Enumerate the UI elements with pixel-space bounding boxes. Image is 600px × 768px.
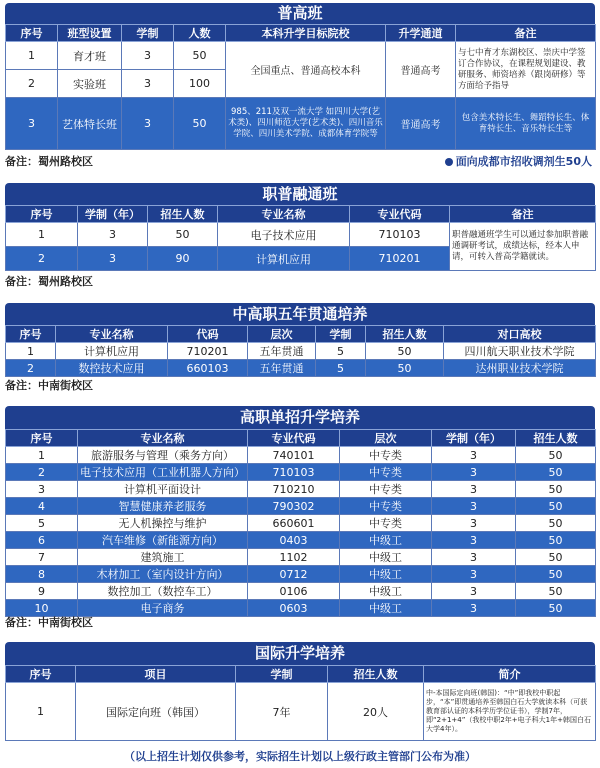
cell-years: 3 bbox=[122, 70, 174, 98]
table-row bbox=[6, 498, 596, 515]
cell-code: 0403 bbox=[248, 532, 340, 549]
cell-major: 数控加工（数控车工） bbox=[78, 583, 248, 600]
section-wunian bbox=[5, 303, 595, 377]
cell-years: 3 bbox=[432, 532, 516, 549]
cell-college: 达州职业技术学院 bbox=[444, 360, 596, 377]
cell-level: 中专类 bbox=[340, 481, 432, 498]
cell-years: 3 bbox=[122, 42, 174, 70]
col-header: 层次 bbox=[248, 326, 316, 343]
cell-level: 中级工 bbox=[340, 566, 432, 583]
cell-major: 汽车维修（新能源方向） bbox=[78, 532, 248, 549]
table-row bbox=[6, 515, 596, 532]
cell-no: 5 bbox=[6, 515, 78, 532]
table-row bbox=[6, 360, 596, 377]
col-header: 简介 bbox=[424, 666, 596, 683]
cell-code: 790302 bbox=[248, 498, 340, 515]
col-header: 备注 bbox=[450, 206, 596, 223]
cell-years: 3 bbox=[432, 515, 516, 532]
cell-count: 50 bbox=[516, 481, 596, 498]
col-header: 专业代码 bbox=[350, 206, 450, 223]
section-title: 高职单招升学培养 bbox=[5, 406, 595, 429]
col-header: 升学通道 bbox=[386, 25, 456, 42]
table-row bbox=[6, 532, 596, 549]
cell-level: 五年贯通 bbox=[248, 343, 316, 360]
cell-no: 2 bbox=[6, 247, 78, 271]
col-header: 序号 bbox=[6, 206, 78, 223]
section-guoji bbox=[5, 642, 595, 741]
cell-target: 985、211及双一流大学 如四川大学(艺术类)、四川师范大学(艺术类)、四川音乐学院、四川美术学院、成都体育学院等 bbox=[226, 98, 386, 150]
table-row bbox=[6, 447, 596, 464]
cell-no: 3 bbox=[6, 98, 58, 150]
bullet-icon bbox=[445, 158, 453, 166]
cell-type: 实验班 bbox=[58, 70, 122, 98]
table-row bbox=[6, 549, 596, 566]
cell-count: 50 bbox=[174, 42, 226, 70]
section-title: 普高班 bbox=[5, 3, 595, 24]
cell-years: 5 bbox=[316, 360, 366, 377]
cell-remark: 包含美术特长生、舞蹈特长生、体育特长生、音乐特长生等 bbox=[456, 98, 596, 150]
cell-years: 3 bbox=[432, 464, 516, 481]
cell-no: 3 bbox=[6, 481, 78, 498]
cell-count: 50 bbox=[516, 566, 596, 583]
cell-intro: 中-本国际定向班(韩国)：“中”即我校中职起步，“本”即贯通培养至韩国白石大学就读本科（可获教育部认证的本科学历学位证书），学制7年，即“2+1+4”（我校中职2年+电子科大1年+韩国白石大学4年）。 bbox=[424, 683, 596, 741]
col-header: 招生人数 bbox=[516, 430, 596, 447]
cell-code: 660103 bbox=[168, 360, 248, 377]
cell-type: 育才班 bbox=[58, 42, 122, 70]
cell-college: 四川航天职业技术学院 bbox=[444, 343, 596, 360]
cell-major: 电子技术应用 bbox=[218, 223, 350, 247]
table-row bbox=[6, 223, 596, 247]
cell-no: 2 bbox=[6, 464, 78, 481]
cell-code: 0712 bbox=[248, 566, 340, 583]
cell-code: 0106 bbox=[248, 583, 340, 600]
cell-years: 3 bbox=[78, 247, 148, 271]
cell-code: 710103 bbox=[350, 223, 450, 247]
cell-level: 中专类 bbox=[340, 515, 432, 532]
cell-level: 五年贯通 bbox=[248, 360, 316, 377]
cell-level: 中专类 bbox=[340, 498, 432, 515]
cell-no: 4 bbox=[6, 498, 78, 515]
table-row bbox=[6, 464, 596, 481]
cell-no: 1 bbox=[6, 343, 56, 360]
col-header: 学制 bbox=[122, 25, 174, 42]
table-row bbox=[6, 600, 596, 617]
col-header: 招生人数 bbox=[366, 326, 444, 343]
cell-remark: 与七中育才东湖校区、崇庆中学签订合作协议，在课程规划建设、教研服务、师资培养（跟岗研修）等方面给予指导 bbox=[456, 42, 596, 98]
cell-years: 3 bbox=[432, 481, 516, 498]
section-pugao bbox=[5, 3, 595, 150]
cell-remark: 职普融通班学生可以通过参加职普融通调研考试，成绩达标，经本人申请，可转入普高学籍就读。 bbox=[450, 223, 596, 271]
cell-count: 50 bbox=[516, 498, 596, 515]
table-row bbox=[6, 98, 596, 150]
zhipu-table bbox=[5, 205, 596, 271]
note-wunian: 备注：中南街校区 bbox=[5, 379, 93, 392]
cell-count: 50 bbox=[516, 549, 596, 566]
cell-major: 计算机应用 bbox=[56, 343, 168, 360]
note-zhipu: 备注：蜀州路校区 bbox=[5, 275, 93, 288]
cell-no: 2 bbox=[6, 70, 58, 98]
col-header: 本科升学目标院校 bbox=[226, 25, 386, 42]
cell-no: 9 bbox=[6, 583, 78, 600]
col-header: 对口高校 bbox=[444, 326, 596, 343]
cell-years: 3 bbox=[432, 566, 516, 583]
cell-target: 全国重点、普通高校本科 bbox=[226, 42, 386, 98]
cell-years: 5 bbox=[316, 343, 366, 360]
col-header: 专业名称 bbox=[56, 326, 168, 343]
note-right-text: 面向成都市招收调剂生50人 bbox=[455, 155, 592, 168]
cell-years: 3 bbox=[432, 600, 516, 617]
col-header: 班型设置 bbox=[58, 25, 122, 42]
cell-code: 740101 bbox=[248, 447, 340, 464]
cell-major: 木材加工（室内设计方向） bbox=[78, 566, 248, 583]
cell-years: 7年 bbox=[236, 683, 328, 741]
cell-years: 3 bbox=[432, 549, 516, 566]
col-header: 层次 bbox=[340, 430, 432, 447]
cell-count: 50 bbox=[516, 600, 596, 617]
section-title: 中高职五年贯通培养 bbox=[5, 303, 595, 325]
footer-note: （以上招生计划仅供参考，实际招生计划以上级行政主管部门公布为准） bbox=[124, 750, 476, 763]
cell-count: 50 bbox=[516, 532, 596, 549]
cell-count: 100 bbox=[174, 70, 226, 98]
danzhao-table bbox=[5, 429, 596, 617]
cell-count: 50 bbox=[516, 515, 596, 532]
cell-count: 50 bbox=[366, 360, 444, 377]
cell-no: 1 bbox=[6, 42, 58, 70]
cell-count: 50 bbox=[366, 343, 444, 360]
cell-level: 中级工 bbox=[340, 532, 432, 549]
col-header: 学制（年） bbox=[432, 430, 516, 447]
cell-code: 710103 bbox=[248, 464, 340, 481]
cell-level: 中级工 bbox=[340, 549, 432, 566]
cell-code: 710210 bbox=[248, 481, 340, 498]
note-danzhao: 备注：中南街校区 bbox=[5, 616, 93, 629]
cell-channel: 普通高考 bbox=[386, 42, 456, 98]
col-header: 序号 bbox=[6, 25, 58, 42]
table-row bbox=[6, 683, 596, 741]
cell-type: 艺体特长班 bbox=[58, 98, 122, 150]
cell-count: 50 bbox=[174, 98, 226, 150]
col-header: 学制 bbox=[236, 666, 328, 683]
cell-no: 1 bbox=[6, 223, 78, 247]
cell-major: 计算机平面设计 bbox=[78, 481, 248, 498]
cell-count: 50 bbox=[516, 447, 596, 464]
table-row bbox=[6, 481, 596, 498]
cell-no: 1 bbox=[6, 683, 76, 741]
col-header: 代码 bbox=[168, 326, 248, 343]
col-header: 人数 bbox=[174, 25, 226, 42]
col-header: 序号 bbox=[6, 666, 76, 683]
cell-no: 7 bbox=[6, 549, 78, 566]
cell-no: 1 bbox=[6, 447, 78, 464]
col-header: 学制 bbox=[316, 326, 366, 343]
cell-major: 无人机操控与维护 bbox=[78, 515, 248, 532]
section-zhipu bbox=[5, 183, 595, 271]
col-header: 学制（年） bbox=[78, 206, 148, 223]
col-header: 项目 bbox=[76, 666, 236, 683]
col-header: 专业代码 bbox=[248, 430, 340, 447]
section-title: 职普融通班 bbox=[5, 183, 595, 205]
pugao-table bbox=[5, 24, 596, 150]
cell-count: 50 bbox=[148, 223, 218, 247]
table-row bbox=[6, 583, 596, 600]
cell-major: 数控技术应用 bbox=[56, 360, 168, 377]
cell-count: 20人 bbox=[328, 683, 424, 741]
cell-code: 710201 bbox=[168, 343, 248, 360]
cell-count: 90 bbox=[148, 247, 218, 271]
cell-no: 6 bbox=[6, 532, 78, 549]
table-row bbox=[6, 566, 596, 583]
cell-years: 3 bbox=[432, 447, 516, 464]
cell-level: 中级工 bbox=[340, 600, 432, 617]
cell-years: 3 bbox=[432, 498, 516, 515]
cell-major: 建筑施工 bbox=[78, 549, 248, 566]
cell-years: 3 bbox=[122, 98, 174, 150]
cell-years: 3 bbox=[432, 583, 516, 600]
cell-no: 10 bbox=[6, 600, 78, 617]
cell-code: 1102 bbox=[248, 549, 340, 566]
cell-years: 3 bbox=[78, 223, 148, 247]
section-title: 国际升学培养 bbox=[5, 642, 595, 665]
cell-major: 电子技术应用（工业机器人方向） bbox=[78, 464, 248, 481]
cell-count: 50 bbox=[516, 464, 596, 481]
table-row bbox=[6, 343, 596, 360]
col-header: 专业名称 bbox=[218, 206, 350, 223]
guoji-table bbox=[5, 665, 596, 741]
cell-code: 660601 bbox=[248, 515, 340, 532]
cell-major: 计算机应用 bbox=[218, 247, 350, 271]
cell-no: 2 bbox=[6, 360, 56, 377]
cell-code: 710201 bbox=[350, 247, 450, 271]
col-header: 专业名称 bbox=[78, 430, 248, 447]
wunian-table bbox=[5, 325, 596, 377]
cell-project: 国际定向班（韩国） bbox=[76, 683, 236, 741]
section-danzhao bbox=[5, 406, 595, 617]
cell-major: 旅游服务与管理（乘务方向） bbox=[78, 447, 248, 464]
cell-level: 中专类 bbox=[340, 464, 432, 481]
cell-level: 中级工 bbox=[340, 583, 432, 600]
cell-count: 50 bbox=[516, 583, 596, 600]
cell-code: 0603 bbox=[248, 600, 340, 617]
col-header: 序号 bbox=[6, 326, 56, 343]
cell-major: 电子商务 bbox=[78, 600, 248, 617]
cell-major: 智慧健康养老服务 bbox=[78, 498, 248, 515]
table-row bbox=[6, 42, 596, 70]
col-header: 招生人数 bbox=[148, 206, 218, 223]
cell-no: 8 bbox=[6, 566, 78, 583]
col-header: 招生人数 bbox=[328, 666, 424, 683]
cell-level: 中专类 bbox=[340, 447, 432, 464]
cell-channel: 普通高考 bbox=[386, 98, 456, 150]
col-header: 备注 bbox=[456, 25, 596, 42]
col-header: 序号 bbox=[6, 430, 78, 447]
note-right-pugao bbox=[445, 153, 592, 169]
note-pugao: 备注：蜀州路校区 bbox=[5, 155, 93, 168]
